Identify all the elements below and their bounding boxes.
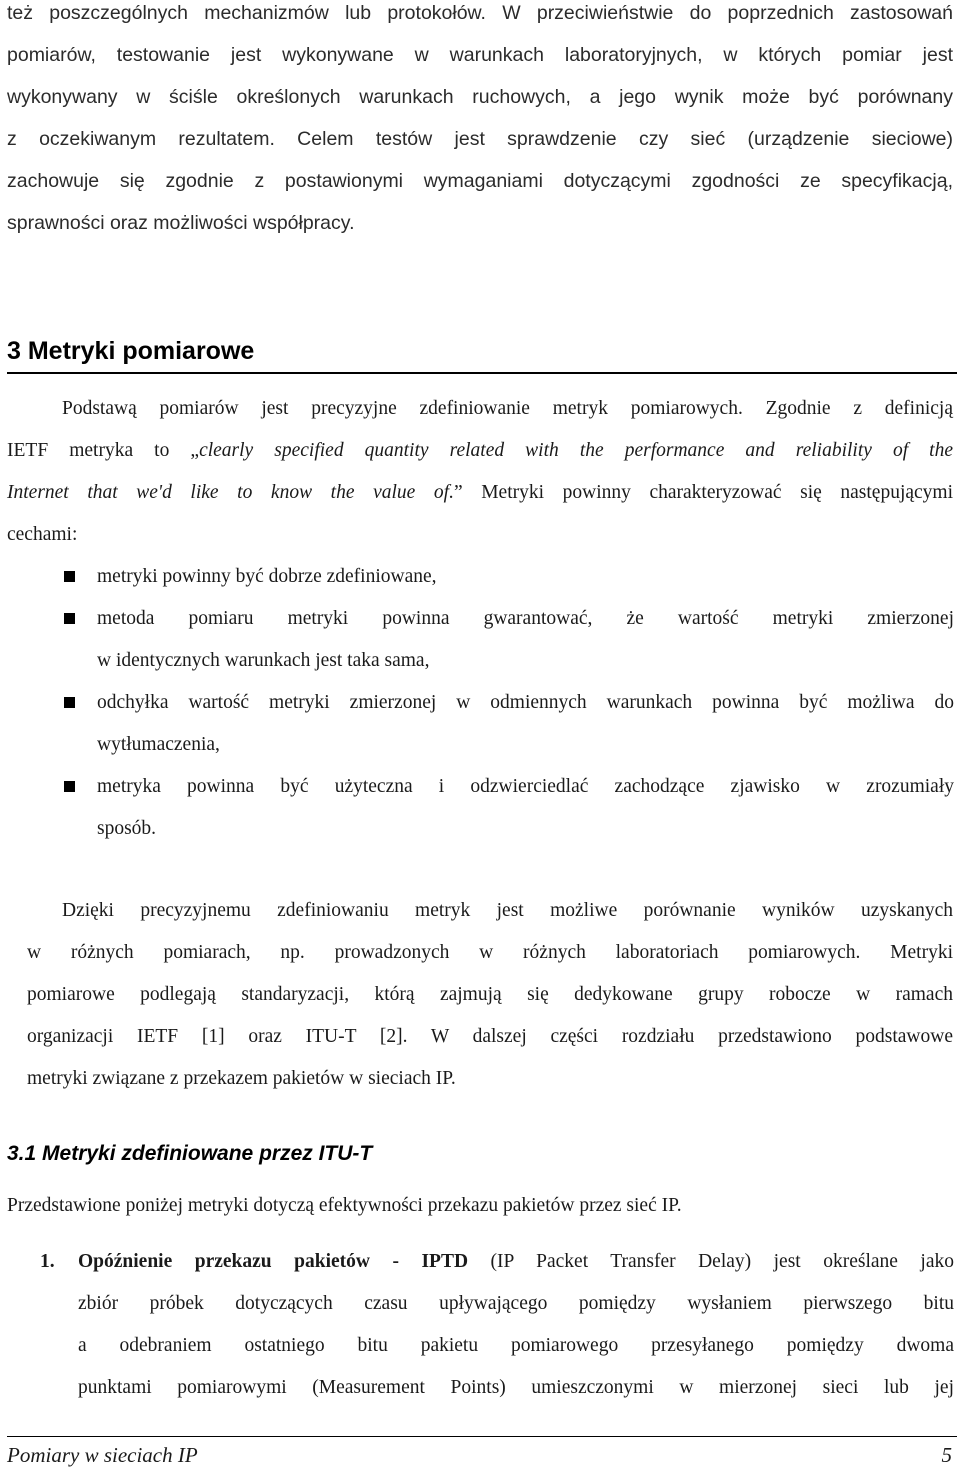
- text-line: zbiór próbek dotyczących czasu upływającego pomiędzy wysłaniem pierwszego bitu: [78, 1293, 954, 1314]
- bullet-list: [0, 556, 960, 850]
- text-line: metryki powinny być dobrze zdefiniowane,: [97, 566, 437, 587]
- text-line: Przedstawione poniżej metryki dotyczą efektywności przekazu pakietów przez sieć IP.: [7, 1195, 682, 1216]
- list-item: [97, 766, 954, 850]
- list-item: [97, 682, 954, 766]
- footer-title: Pomiary w sieciach IP: [7, 1443, 198, 1467]
- text-span: (IP Packet Transfer Delay) jest określane jako: [468, 1251, 954, 1272]
- subsection-intro: [7, 1185, 953, 1227]
- text-line: punktami pomiarowymi (Measurement Points) umieszczonymi w mierzonej sieci lub jej: [78, 1377, 954, 1398]
- bullet-square-icon: [64, 697, 75, 708]
- footer-divider: [7, 1436, 957, 1437]
- bullet-square-icon: [64, 571, 75, 582]
- text-line: Dzięki precyzyjnemu zdefiniowaniu metryk jest możliwe porównanie wyników uzyskanych: [62, 900, 953, 921]
- text-span: ” Metryki powinny charakteryzować się następującymi: [453, 482, 954, 503]
- list-item: [97, 598, 954, 682]
- text-line: pomiarowe podlegają standaryzacji, którą zajmują się dedykowane grupy robocze w ramach: [27, 984, 953, 1005]
- text-line: a odebraniem ostatniego bitu pakietu pomiarowego przesyłanego pomiędzy dwoma: [78, 1335, 954, 1356]
- list-item: [97, 556, 954, 598]
- text-line: [7, 472, 953, 514]
- text-line: w różnych pomiarach, np. prowadzonych w różnych laboratoriach pomiarowych. Metryki: [27, 942, 953, 963]
- text-line: sprawności oraz możliwości współpracy.: [7, 212, 355, 234]
- bullet-square-icon: [64, 613, 75, 624]
- item-number: 1.: [40, 1251, 55, 1272]
- metric-name: Opóźnienie przekazu pakietów - IPTD: [78, 1251, 469, 1272]
- text-line: sposób.: [97, 818, 157, 839]
- page-number: 5: [941, 1443, 952, 1467]
- text-line: pomiarów, testowanie jest wykonywane w warunkach laboratoryjnych, w których pomiar jest: [7, 44, 953, 66]
- quote-text: clearly specified quantity related with the performance and reliability of the: [199, 440, 954, 461]
- text-line: zachowuje się zgodnie z postawionymi wymaganiami dotyczącymi zgodności ze specyfikacją,: [7, 170, 953, 192]
- standardization-paragraph: [27, 890, 953, 1100]
- text-line: wykonywany w ściśle określonych warunkach ruchowych, a jego wynik może być porównany: [7, 86, 953, 108]
- text-line: metryki związane z przekazem pakietów w sieciach IP.: [27, 1068, 456, 1089]
- text-line: wytłumaczenia,: [97, 734, 220, 755]
- definition-paragraph: [7, 388, 953, 556]
- text-line: organizacji IETF [1] oraz ITU-T [2]. W dalszej części rozdziału przedstawiono podstawowe: [27, 1026, 953, 1047]
- text-line: metoda pomiaru metryki powinna gwarantować, że wartość metryki zmierzonej: [97, 608, 954, 629]
- text-line: też poszczególnych mechanizmów lub protokołów. W przeciwieństwie do poprzednich zastosowań: [7, 2, 953, 24]
- section-heading: 3 Metryki pomiarowe: [7, 330, 957, 374]
- text-line: [78, 1241, 954, 1283]
- text-line: Podstawą pomiarów jest precyzyjne zdefiniowanie metryk pomiarowych. Zgodnie z definicją: [62, 398, 953, 419]
- text-line: z oczekiwanym rezultatem. Celem testów jest sprawdzenie czy sieć (urządzenie sieciowe): [7, 128, 953, 150]
- text-line: w identycznych warunkach jest taka sama,: [97, 650, 430, 671]
- text-line: cechami:: [7, 524, 78, 545]
- subsection-heading: 3.1 Metryki zdefiniowane przez ITU-T: [7, 1142, 373, 1165]
- bullet-square-icon: [64, 781, 75, 792]
- quote-text: Internet that we'd like to know the value of.: [7, 482, 454, 503]
- text-line: metryka powinna być użyteczna i odzwierciedlać zachodzące zjawisko w zrozumiały: [97, 776, 954, 797]
- text-line: [7, 430, 953, 472]
- intro-paragraph: [7, 0, 953, 244]
- item-body: [78, 1241, 954, 1409]
- text-line: odchyłka wartość metryki zmierzonej w odmiennych warunkach powinna być możliwa do: [97, 692, 954, 713]
- text-span: IETF metryka to „: [7, 440, 200, 461]
